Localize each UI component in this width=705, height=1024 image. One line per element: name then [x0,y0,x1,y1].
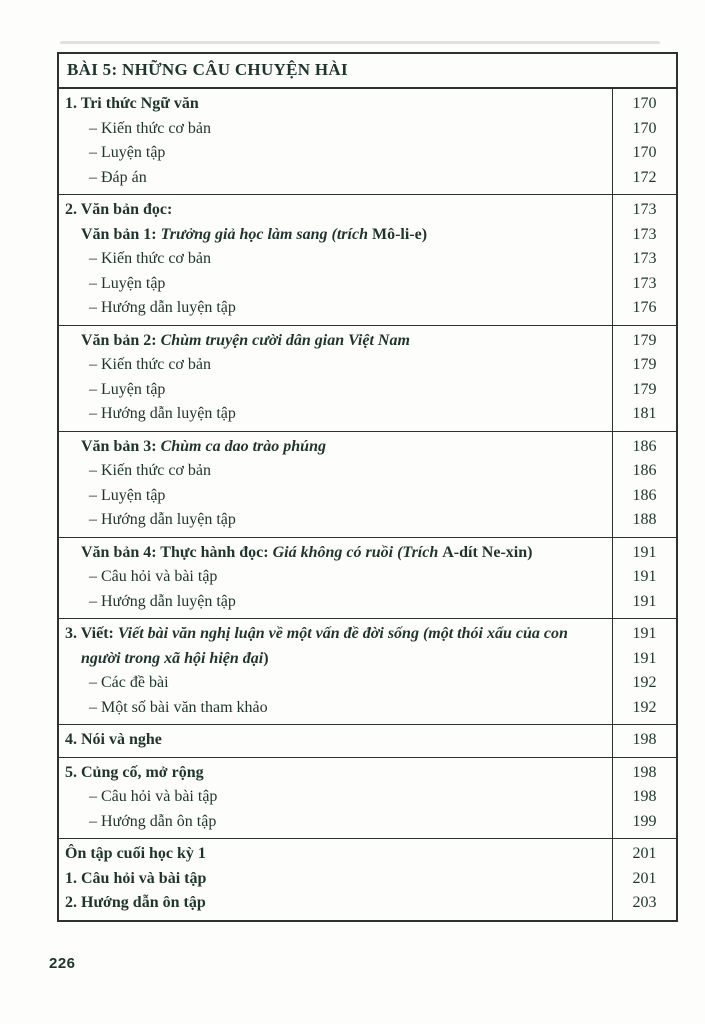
toc-entry-text: Giá không có ruồi (Trích [272,543,443,561]
toc-page-number: 201 [632,845,657,862]
toc-entry [59,459,608,484]
toc-entry-text: ) [263,649,269,667]
toc-entry-text: – Hướng dẫn luyện tập [89,405,236,422]
toc-entry-text: 2. Hướng dẫn ôn tập [65,894,206,911]
toc-page-number: 173 [632,201,657,218]
toc-page-number: 173 [632,274,657,292]
scan-artifact-line [60,41,660,44]
toc-entry [59,590,608,615]
toc-page-number: 191 [632,592,657,610]
toc-page-number: 173 [632,225,657,243]
toc-page-number: 172 [632,168,657,186]
toc-page-number: 203 [632,894,657,911]
toc-table [57,52,678,922]
toc-page-column [612,839,676,920]
toc-text-column [59,725,612,757]
toc-entry [59,696,608,721]
toc-page-number: 199 [632,812,657,830]
toc-entry-text: – Luyện tập [89,486,166,504]
toc-page-column [612,326,676,431]
toc-entry [59,647,608,672]
toc-text-column [59,89,612,194]
toc-entry [59,891,608,916]
toc-table-title: BÀI 5: NHỮNG CÂU CHUYỆN HÀI [59,54,676,89]
toc-page-number: 191 [632,568,657,585]
toc-page-number: 170 [632,95,657,112]
toc-entry-text: 5. Củng cố, mở rộng [65,763,204,781]
toc-entry-text: – Kiến thức cơ bản [89,250,211,267]
toc-text-column [59,432,612,537]
toc-page-number: 191 [632,543,657,561]
toc-entry-text: 1. Tri thức Ngữ văn [65,95,199,112]
toc-page-column [612,432,676,537]
toc-entry [59,508,608,533]
toc-entry-text: – Câu hỏi và bài tập [89,568,218,585]
toc-page-column [612,758,676,839]
toc-entry [59,541,608,566]
toc-entry [59,402,608,427]
toc-section [59,432,676,538]
toc-entry [59,842,608,867]
toc-entry-text: người trong xã hội hiện đại [81,649,264,667]
toc-page-number: 186 [632,462,657,479]
toc-entry-text: Chùm ca dao trào phúng [160,437,326,455]
toc-page-number: 176 [632,299,657,316]
toc-entry [59,761,608,786]
toc-entry [59,810,608,835]
toc-page-number: 191 [632,649,657,667]
toc-page-number: 181 [632,405,657,422]
toc-entry [59,565,608,590]
toc-section [59,758,676,840]
toc-page-number: 198 [632,731,657,748]
toc-page-number: 170 [632,119,657,137]
toc-text-column [59,619,612,724]
toc-entry [59,141,608,166]
toc-entry-text: Ôn tập cuối học kỳ 1 [65,845,206,862]
toc-page-number: 198 [632,763,657,781]
toc-entry-text: Văn bản 1: [81,225,161,243]
toc-entry-text: Trưởng giả học làm sang (trích [160,225,372,243]
toc-entry-text: – Luyện tập [89,274,166,292]
toc-entry-text: 1. Câu hỏi và bài tập [65,869,207,887]
toc-entry-text: Viết bài văn nghị luận về một vấn đề đời sống (một thói xấu của con [117,625,568,642]
toc-entry-text: Văn bản 4: Thực hành đọc: [81,543,273,561]
toc-entry [59,671,608,696]
toc-entry-text: Chùm truyện cười dân gian Việt Nam [160,331,410,349]
toc-entry-text: – Các đề bài [89,674,169,691]
toc-entry [59,117,608,142]
toc-entry [59,785,608,810]
toc-section [59,839,676,920]
toc-entry-text: Mô-li-e) [371,225,428,243]
toc-entry [59,223,608,248]
toc-entry-text: – Hướng dẫn luyện tập [89,592,236,610]
toc-section [59,725,676,758]
toc-entry [59,272,608,297]
toc-page-number: 179 [632,356,657,373]
toc-entry-text: – Luyện tập [89,380,166,398]
toc-entry-text: – Luyện tập [89,144,166,161]
toc-entry-text: – Hướng dẫn ôn tập [89,812,217,830]
toc-page-number: 201 [632,869,657,887]
toc-section [59,89,676,195]
toc-page-number: 198 [632,788,657,805]
toc-entry-text: – Hướng dẫn luyện tập [89,511,236,528]
toc-page-number: 186 [632,486,657,504]
toc-text-column [59,195,612,325]
toc-section [59,195,676,326]
toc-text-column [59,839,612,920]
toc-entry-text: – Kiến thức cơ bản [89,119,211,137]
footer-page-number: 226 [49,955,76,972]
toc-entry [59,329,608,354]
toc-entry-text: – Đáp án [89,168,147,186]
toc-entry-text: 2. Văn bản đọc: [65,201,173,218]
toc-entry [59,378,608,403]
toc-page-number: 173 [632,250,657,267]
toc-entry-text: – Hướng dẫn luyện tập [89,299,236,316]
toc-entry [59,622,608,647]
toc-section [59,538,676,620]
toc-page-column [612,725,676,757]
toc-page-number: 179 [632,380,657,398]
toc-entry-text: 4. Nói và nghe [65,731,162,748]
toc-entry [59,296,608,321]
toc-entry-text: Văn bản 3: [81,437,161,455]
toc-entry-text: – Câu hỏi và bài tập [89,788,218,805]
toc-entry [59,435,608,460]
toc-entry [59,728,608,753]
toc-entry-text: A-dít Ne-xin) [442,543,533,561]
toc-entry-text: – Kiến thức cơ bản [89,356,211,373]
toc-page-column [612,619,676,724]
toc-page-column [612,195,676,325]
toc-entry [59,353,608,378]
toc-entry [59,247,608,272]
toc-page-column [612,538,676,619]
toc-entry-text: 3. Viết: [65,625,118,642]
toc-page-number: 191 [632,625,657,642]
toc-body [59,89,676,920]
toc-text-column [59,538,612,619]
toc-entry-text: – Một số bài văn tham khảo [89,698,268,716]
toc-page-column [612,89,676,194]
toc-entry [59,166,608,191]
toc-entry-text: Văn bản 2: [81,331,161,349]
toc-section [59,619,676,725]
toc-entry [59,484,608,509]
toc-page-number: 188 [632,511,657,528]
toc-text-column [59,758,612,839]
toc-page-number: 192 [632,674,657,691]
toc-text-column [59,326,612,431]
toc-page-number: 192 [632,698,657,716]
toc-page-number: 186 [632,437,657,455]
toc-page-number: 170 [632,144,657,161]
toc-entry [59,198,608,223]
toc-page-number: 179 [632,331,657,349]
toc-entry [59,92,608,117]
toc-entry [59,867,608,892]
toc-entry-text: – Kiến thức cơ bản [89,462,211,479]
toc-section [59,326,676,432]
